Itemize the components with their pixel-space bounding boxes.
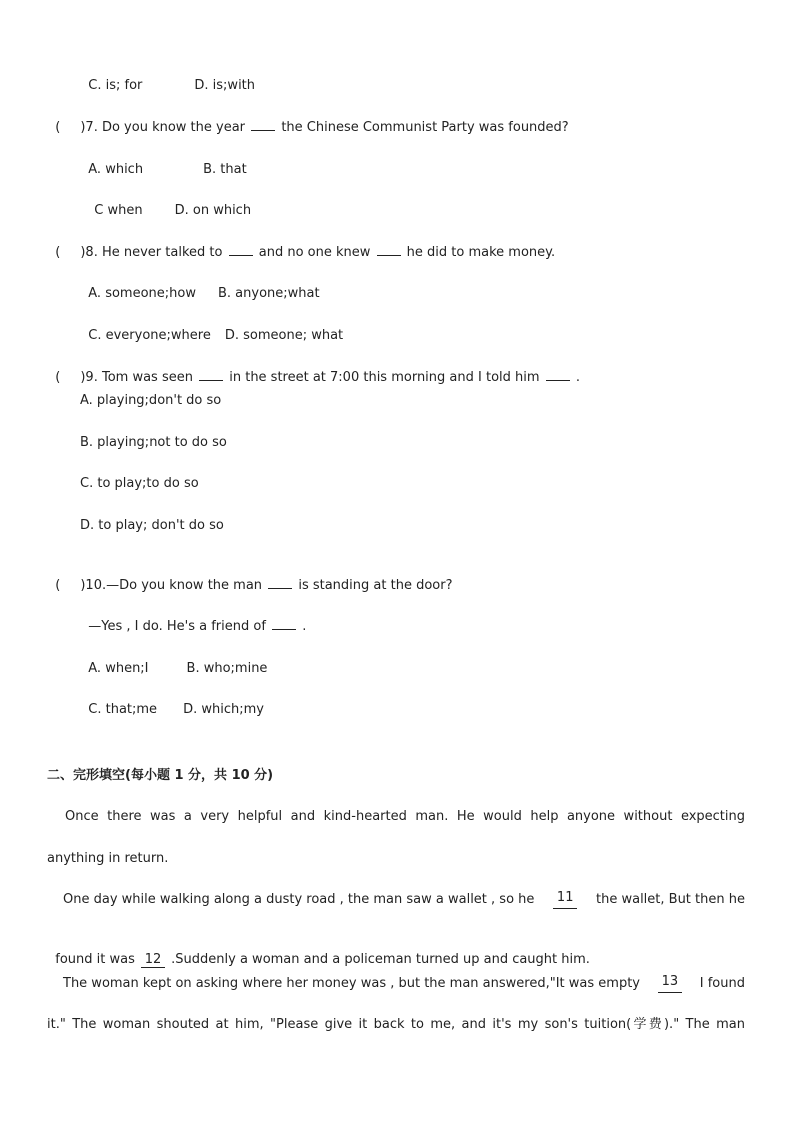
q9-option-b: B. playing;not to do so bbox=[80, 435, 227, 450]
answer-paren-close: ) bbox=[80, 120, 86, 135]
q10-option-c: C. that;me bbox=[88, 702, 158, 717]
passage-p2-line2 bbox=[47, 933, 590, 969]
q7-option-a: A. which bbox=[88, 162, 144, 177]
q8-text-mid: and no one knew bbox=[258, 245, 371, 260]
blank-11[interactable]: 11 bbox=[553, 891, 577, 909]
passage-p3-line2: it." The woman shouted at him, "Please give it back to me, and it's my son's tuition(学费)." The man bbox=[47, 1017, 745, 1032]
passage-p1-line2: anything in return. bbox=[47, 851, 169, 866]
q9-option-c: C. to play;to do so bbox=[80, 476, 199, 491]
q10-option-b: B. who;mine bbox=[186, 661, 268, 676]
q7-options-ab bbox=[80, 143, 247, 179]
answer-paren-open: ( bbox=[55, 370, 61, 385]
q9-text-pre: 9. Tom was seen bbox=[85, 370, 193, 385]
q7-text-post: the Chinese Communist Party was founded? bbox=[281, 120, 569, 135]
blank bbox=[229, 255, 253, 256]
blank bbox=[199, 380, 223, 381]
q6-option-d: D. is;with bbox=[194, 78, 256, 93]
blank-12[interactable]: 12 bbox=[141, 953, 165, 968]
q8-option-c: C. everyone;where bbox=[88, 328, 211, 343]
q7-text-pre: 7. Do you know the year bbox=[85, 120, 246, 135]
q8-options-cd bbox=[80, 309, 343, 345]
q7-option-b: B. that bbox=[203, 162, 247, 177]
passage-p3-line1-pre: The woman kept on asking where her money was , but the man answered,"It was empty bbox=[63, 976, 640, 991]
passage-p3-line1 bbox=[63, 975, 745, 993]
answer-paren-open: ( bbox=[55, 578, 61, 593]
passage-p3-line1-post: I found bbox=[699, 976, 745, 991]
q10-option-d: D. which;my bbox=[183, 702, 264, 717]
passage-p2-line1 bbox=[63, 891, 745, 909]
blank bbox=[377, 255, 401, 256]
q10-text-pre: 10.—Do you know the man bbox=[85, 578, 263, 593]
q8-options-ab bbox=[80, 267, 320, 303]
blank bbox=[272, 629, 296, 630]
q10-reply-post: . bbox=[302, 619, 307, 634]
q10-options-cd bbox=[80, 683, 264, 719]
blank bbox=[251, 130, 275, 131]
q6-option-row bbox=[80, 59, 255, 95]
answer-paren-open: ( bbox=[55, 245, 61, 260]
passage-p2-line1-pre: One day while walking along a dusty road , the man saw a wallet , so he bbox=[63, 892, 535, 907]
answer-paren-close: ) bbox=[80, 578, 86, 593]
q7-options-cd bbox=[86, 184, 251, 220]
q9-option-a: A. playing;don't do so bbox=[80, 393, 222, 408]
q9-text-mid: in the street at 7:00 this morning and I told him bbox=[229, 370, 540, 385]
question-8 bbox=[47, 226, 555, 262]
answer-paren-close: ) bbox=[80, 245, 86, 260]
answer-paren-close: ) bbox=[80, 370, 86, 385]
question-9 bbox=[47, 351, 580, 387]
blank bbox=[268, 588, 292, 589]
passage-p2-line2-post: .Suddenly a woman and a policeman turned up and caught him. bbox=[171, 952, 590, 967]
q9-text-post: . bbox=[575, 370, 580, 385]
q10-reply-pre: —Yes , I do. He's a friend of bbox=[88, 619, 266, 634]
q8-text-pre: 8. He never talked to bbox=[85, 245, 223, 260]
q8-option-b: B. anyone;what bbox=[217, 286, 320, 301]
q10-text-post: is standing at the door? bbox=[298, 578, 453, 593]
question-10 bbox=[47, 559, 452, 595]
section-2-heading: 二、完形填空(每小题 1 分，共 10 分) bbox=[47, 768, 274, 783]
q10-reply bbox=[80, 600, 306, 636]
q8-text-post: he did to make money. bbox=[406, 245, 556, 260]
q8-option-d: D. someone; what bbox=[224, 328, 344, 343]
passage-p1-line1: Once there was a very helpful and kind-hearted man. He would help anyone without expecting bbox=[65, 809, 745, 824]
q7-option-d: D. on which bbox=[174, 203, 252, 218]
passage-p2-line2-pre: found it was bbox=[55, 952, 135, 967]
q6-option-c: C. is; for bbox=[88, 78, 143, 93]
blank bbox=[546, 380, 570, 381]
q10-options-ab bbox=[80, 642, 267, 678]
q9-option-d: D. to play; don't do so bbox=[80, 518, 224, 533]
blank-13[interactable]: 13 bbox=[658, 975, 682, 993]
passage-p2-line1-post: the wallet, But then he bbox=[596, 892, 745, 907]
question-7 bbox=[47, 101, 569, 137]
q10-option-a: A. when;I bbox=[88, 661, 149, 676]
answer-paren-open: ( bbox=[55, 120, 61, 135]
q7-option-c: C when bbox=[94, 203, 143, 218]
q8-option-a: A. someone;how bbox=[88, 286, 196, 301]
